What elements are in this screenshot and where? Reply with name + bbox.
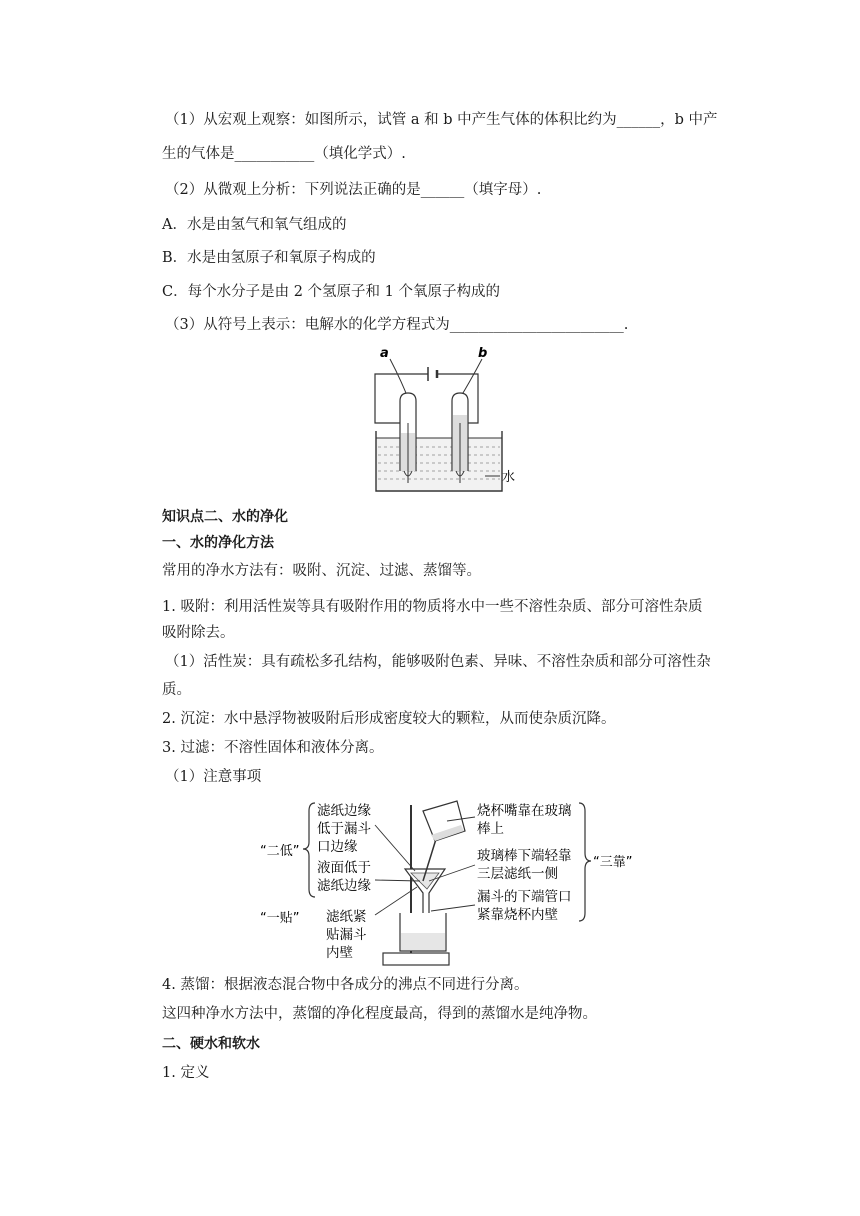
kao1-line-2: 棒上 (477, 821, 504, 837)
methods-intro: 常用的净水方法有：吸附、沉淀、过滤、蒸馏等。 (162, 563, 481, 579)
method-1-sub-line-2: 质。 (162, 682, 191, 698)
question-3: （3）从符号上表示：电解水的化学方程式为________________________. (165, 317, 629, 333)
electrolysis-figure (360, 343, 530, 495)
low1-line-2: 低于漏斗 (317, 821, 371, 837)
question-1-line-2: 生的气体是___________（填化学式）. (162, 146, 406, 162)
low2-line-2: 滤纸边缘 (317, 878, 371, 894)
label-san-kao: “三靠” (593, 855, 633, 870)
kao3-line-2: 紧靠烧杯内壁 (477, 907, 558, 923)
subsection-1-title: 一、水的净化方法 (162, 535, 274, 551)
filtration-figure (255, 795, 655, 973)
option-c: C．每个水分子是由 2 个氢原子和 1 个氧原子构成的 (162, 284, 500, 300)
method-4-note: 这四种净水方法中，蒸馏的净化程度最高，得到的蒸馏水是纯净物。 (162, 1006, 597, 1022)
option-a: A．水是由氢气和氧气组成的 (162, 217, 347, 233)
tie-line-1: 滤纸紧 (326, 909, 367, 925)
tie-line-2: 贴漏斗 (326, 927, 367, 943)
kao1-line-1: 烧杯嘴靠在玻璃 (477, 803, 572, 819)
method-3-sub: （1）注意事项 (165, 769, 262, 785)
kao2-line-1: 玻璃棒下端轻靠 (477, 848, 572, 864)
definition-heading: 1. 定义 (162, 1065, 210, 1081)
method-4: 4. 蒸馏：根据液态混合物中各成分的沸点不同进行分离。 (162, 977, 529, 993)
kao3-line-1: 漏斗的下端管口 (477, 889, 572, 905)
label-water: 水 (502, 470, 516, 485)
low2-line-1: 液面低于 (317, 860, 371, 876)
method-2: 2. 沉淀：水中悬浮物被吸附后形成密度较大的颗粒，从而使杂质沉降。 (162, 711, 616, 727)
label-b: b (478, 346, 488, 361)
tie-line-3: 内壁 (326, 945, 353, 961)
kao2-line-2: 三层滤纸一侧 (477, 866, 558, 882)
label-yi-tie: “一贴” (260, 911, 300, 926)
method-1-sub-line-1: （1）活性炭：具有疏松多孔结构，能够吸附色素、异味、不溶性杂质和部分可溶性杂 (165, 654, 711, 670)
question-2: （2）从微观上分析：下列说法正确的是______（填字母）. (165, 182, 542, 198)
method-3: 3. 过滤：不溶性固体和液体分离。 (162, 740, 384, 756)
low1-line-3: 口边缘 (317, 839, 358, 855)
label-er-di: “二低” (260, 844, 300, 859)
section-title: 知识点二、水的净化 (162, 509, 288, 525)
method-1-line-2: 吸附除去。 (162, 625, 235, 641)
label-a: a (380, 346, 389, 361)
subsection-2-title: 二、硬水和软水 (162, 1036, 260, 1052)
option-b: B．水是由氢原子和氧原子构成的 (162, 250, 376, 266)
question-1-line-1: （1）从宏观上观察：如图所示，试管 a 和 b 中产生气体的体积比约为______，b 中产 (165, 112, 718, 128)
low1-line-1: 滤纸边缘 (317, 803, 371, 819)
method-1-line-1: 1. 吸附：利用活性炭等具有吸附作用的物质将水中一些不溶性杂质、部分可溶性杂质 (162, 599, 703, 615)
